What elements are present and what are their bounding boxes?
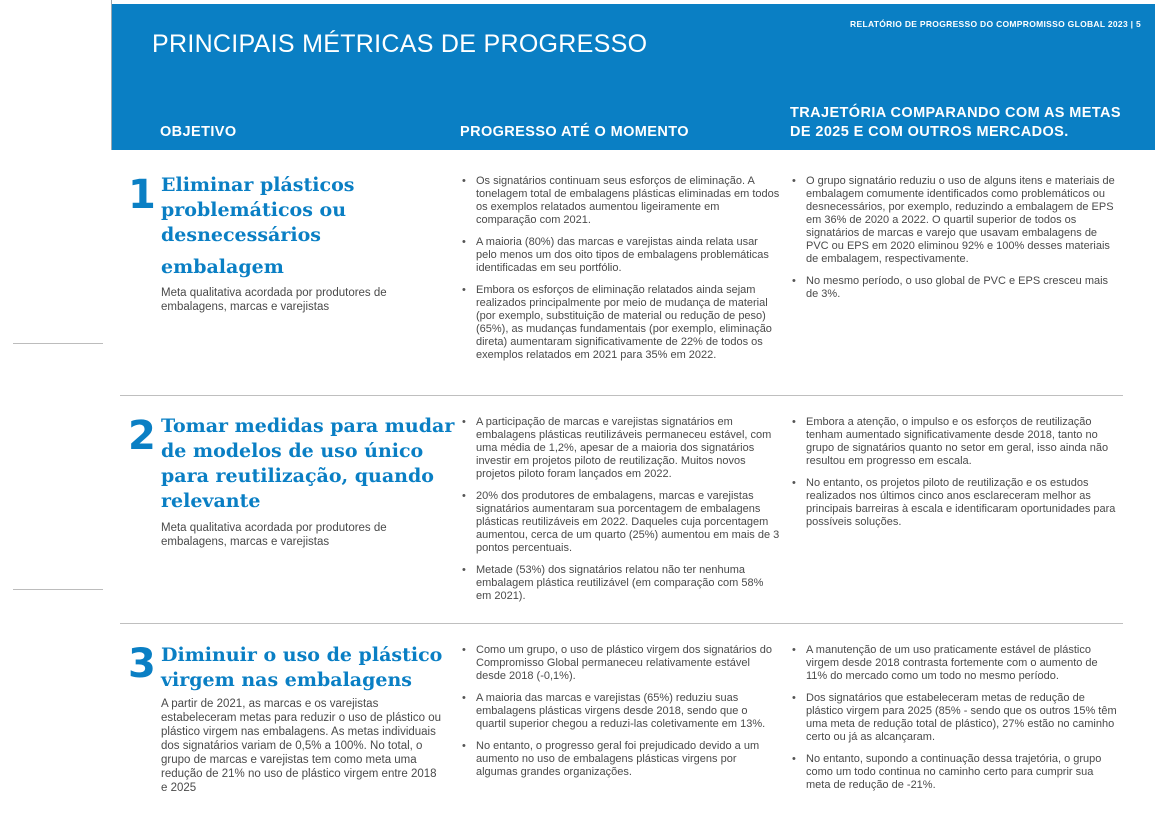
trajectory-bullet: • A manutenção de um uso praticamente estável de plástico virgem desde 2018 contrasta fortemente com o aumento de 11% do mercado como um todo no mesmo período.	[790, 644, 1120, 683]
progress-bullet: • A participação de marcas e varejistas signatários em embalagens plásticas reutilizáveis permaneceu estável, com uma média de 1,2%, apesar de a maioria dos signatários investir em projetos piloto de reutilização. Muitos novos projetos piloto foram lançados em 2022.	[460, 416, 780, 481]
objective-description: Meta qualitativa acordada por produtores de embalagens, marcas e varejistas	[161, 522, 387, 548]
metric-row-2	[120, 405, 1123, 615]
trajectory-bullet: • No mesmo período, o uso global de PVC e EPS cresceu mais de 3%.	[790, 275, 1120, 301]
trajectory-column	[790, 644, 1120, 801]
metric-row-3	[120, 633, 1123, 818]
metric-row-1	[120, 160, 1123, 390]
column-header-objective: OBJETIVO	[160, 124, 237, 140]
margin-divider	[13, 343, 103, 344]
progress-bullet: • Como um grupo, o uso de plástico virgem dos signatários do Compromisso Global permaneceu relativamente estável desde 2018 (-0,1%).	[460, 644, 780, 683]
objective-title: Diminuir o uso de plástico virgem nas embalagens	[161, 644, 443, 691]
progress-bullet: • Embora os esforços de eliminação relatados ainda sejam realizados principalmente por meio de mudança de material (por exemplo, substituição de material ou redução de peso) (65%), as mudanças fundamentais (por exemplo, eliminação direta) aumentaram significativamente de 22% de todos os exemplos relatados em 2021 para 35% em 2022.	[460, 284, 780, 362]
progress-bullet: • Metade (53%) dos signatários relatou não ter nenhuma embalagem plástica reutilizável (em comparação com 58% em 2021).	[460, 564, 780, 603]
progress-bullet: • Os signatários continuam seus esforços de eliminação. A tonelagem total de embalagens plásticas eliminadas em todos os exemplos relatados aumentou ligeiramente em comparação com 2021.	[460, 175, 780, 227]
row-number: 3	[128, 641, 156, 687]
row-number: 2	[128, 413, 156, 459]
trajectory-bullet: • O grupo signatário reduziu o uso de alguns itens e materiais de embalagem comumente identificados como problemáticos ou desnecessários, por exemplo, reduzindo a embalagem de EPS em 36% de 2020 a 2022. O quartil superior de todos os signatários de marcas e varejo que usavam embalagens de PVC ou EPS em 2020 eliminou 92% e 100% desses materiais de embalagem, respectivamente.	[790, 175, 1120, 266]
report-label: RELATÓRIO DE PROGRESSO DO COMPROMISSO GLOBAL 2023 | 5	[850, 19, 1141, 29]
progress-column	[460, 416, 780, 612]
progress-bullet: • A maioria das marcas e varejistas (65%) reduziu suas embalagens plásticas virgens desde 2018, sendo que o quartil superior chegou a reduzi-las coletivamente em 13%.	[460, 692, 780, 731]
objective-description: Meta qualitativa acordada por produtores de embalagens, marcas e varejistas	[161, 287, 387, 313]
trajectory-column	[790, 175, 1120, 310]
margin-divider	[13, 589, 103, 590]
progress-column	[460, 175, 780, 371]
progress-bullet: • A maioria (80%) das marcas e varejistas ainda relata usar pelo menos um dos oito tipos de embalagens problemáticas identificadas em seu portfólio.	[460, 236, 780, 275]
objective-description: A partir de 2021, as marcas e os varejistas estabeleceram metas para reduzir o uso de plástico ou plástico virgem nas embalagens. As metas individuais dos signatários variam de 0,5% a 100%. No total, o grupo de marcas e varejistas tem como meta uma redução de 21% no uso de plástico virgem entre 2018 e 2025	[161, 698, 441, 794]
trajectory-bullet: • Dos signatários que estabeleceram metas de redução de plástico virgem para 2025 (85% - sendo que os outros 15% têm uma meta de redução total de plástico), 27% estão no caminho certo ou já as alcançaram.	[790, 692, 1120, 744]
row-divider	[120, 623, 1123, 624]
objective-title: Tomar medidas para mudar de modelos de uso único para reutilização, quando relevante	[161, 415, 455, 512]
header-band	[112, 4, 1155, 150]
trajectory-bullet: • No entanto, supondo a continuação dessa trajetória, o grupo como um todo continua no caminho certo para cumprir sua meta de redução de -21%.	[790, 753, 1120, 792]
progress-bullet: • No entanto, o progresso geral foi prejudicado devido a um aumento no uso de embalagens plásticas virgens por algumas grandes organizações.	[460, 740, 780, 779]
column-header-progress: PROGRESSO ATÉ O MOMENTO	[460, 124, 689, 140]
row-number: 1	[128, 172, 156, 218]
trajectory-bullet: • No entanto, os projetos piloto de reutilização e os estudos realizados nos últimos cinco anos esclareceram melhor as principais barreiras à escala e identificaram oportunidades para possíveis soluções.	[790, 477, 1120, 529]
trajectory-column	[790, 416, 1120, 538]
progress-bullet: • 20% dos produtores de embalagens, marcas e varejistas signatários aumentaram sua porcentagem de embalagens plásticas reutilizáveis em 2022. Daqueles cuja porcentagem aumentou, cerca de um quarto (25%) aumentou em mais de 3 pontos percentuais.	[460, 490, 780, 555]
column-header-trajectory: TRAJETÓRIA COMPARANDO COM AS METAS DE 2025 E COM OUTROS MERCADOS.	[790, 105, 1121, 140]
trajectory-bullet: • Embora a atenção, o impulso e os esforços de reutilização tenham aumentado significativamente desde 2018, tanto no grupo de signatários quanto no setor em geral, isso ainda não resultou em progresso em escala.	[790, 416, 1120, 468]
page-title: PRINCIPAIS MÉTRICAS DE PROGRESSO	[152, 30, 648, 58]
objective-title: Eliminar plásticos problemáticos ou desnecessários embalagem	[161, 174, 355, 278]
progress-column	[460, 644, 780, 788]
row-divider	[120, 395, 1123, 396]
